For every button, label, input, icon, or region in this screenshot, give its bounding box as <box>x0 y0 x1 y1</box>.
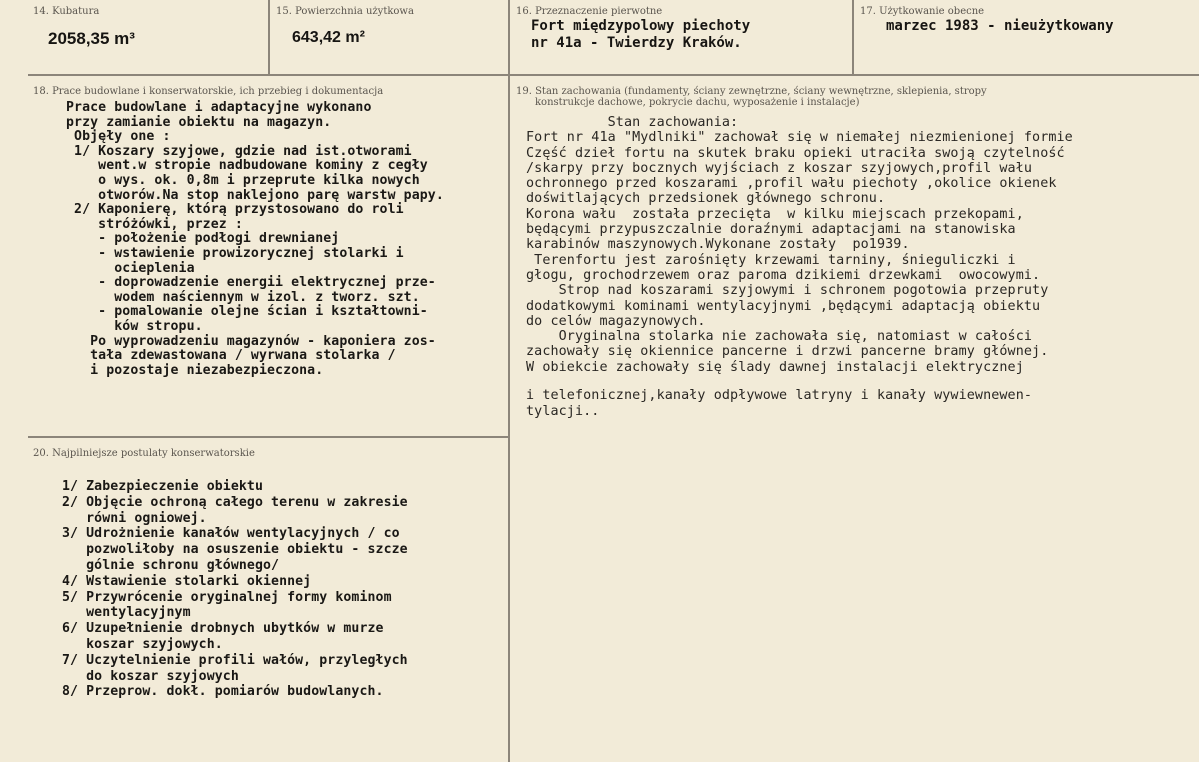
section20-line: równi ogniowej. <box>62 510 207 526</box>
section19-line: dodatkowymi kominami wentylacyjnymi ,będącymi adaptacją obiektu <box>526 298 1041 314</box>
field17-label: 17. Użytkowanie obecne <box>860 6 985 17</box>
section19-line: W obiekcie zachowały się ślady dawnej instalacji elektrycznej <box>526 359 1024 375</box>
section18-line: Objęły one : <box>66 129 171 145</box>
field16-value-line2: nr 41a - Twierdzy Kraków. <box>531 35 742 51</box>
section19-line: doświtlających przedsionek głównego schronu. <box>526 191 886 207</box>
section20-line: 6/ Uzupełnienie drobnych ubytków w murze <box>62 621 384 637</box>
section18-text <box>66 101 444 378</box>
section18-line: ków stropu. <box>66 318 203 334</box>
field15-value: 643,42 m² <box>292 29 365 46</box>
section19-line: Oryginalna stolarka nie zachowała się, natomiast w całości <box>526 329 1033 345</box>
section18-line: przy zamianie obiektu na magazyn. <box>66 114 332 130</box>
field17-value: marzec 1983 - nieużytkowany <box>886 18 1114 34</box>
field14-label: 14. Kubatura <box>33 6 100 17</box>
col-divider-15-16 <box>508 0 510 762</box>
section20-text <box>62 479 408 700</box>
section18-line: tała zdewastowana / wyrwana stolarka / <box>66 348 396 364</box>
section20-line: 1/ Zabezpieczenie obiektu <box>62 479 263 494</box>
section18-line: - doprowadzenie energii elektrycznej prze- <box>66 275 436 291</box>
section20-line: 2/ Objęcie ochroną całego terenu w zakresie <box>62 494 408 510</box>
section20-line: wentylacyjnym <box>62 605 191 621</box>
field15-label: 15. Powierzchnia użytkowa <box>276 6 414 17</box>
section19-text <box>526 115 1073 419</box>
section18-line: - pomalowanie olejne ścian i kształtowni- <box>66 304 428 320</box>
section19-line: /skarpy przy bocznych wyjściach z koszar szyjowych,profil wału <box>526 160 1033 176</box>
col-divider-16-17 <box>852 0 854 76</box>
section19-line <box>526 375 1073 388</box>
section18-line: otworów.Na stop naklejono parę warstw papy. <box>66 187 444 203</box>
section20-line: 7/ Uczytelnienie profili wałów, przyległych <box>62 652 408 668</box>
section20-line: 3/ Udrożnienie kanałów wentylacyjnych / co <box>62 526 400 542</box>
field14-value: 2058,35 m³ <box>48 29 135 48</box>
section18-line: wodem naściennym w izol. z tworz. szt. <box>66 289 420 305</box>
top-row-divider <box>28 74 1199 76</box>
section19-label-line2: konstrukcje dachowe, pokrycie dachu, wyposażenie i instalacje) <box>535 97 860 108</box>
section18-line: 2/ Kaponierę, którą przystosowano do roli <box>66 202 404 218</box>
section19-line: do celów magazynowych. <box>526 313 706 329</box>
section19-line: głogu, grochodrzewem oraz paroma dzikiemi drzewkami owocowymi. <box>526 267 1041 283</box>
section19-line: karabinów maszynowych.Wykonane zostały po1939. <box>526 237 910 253</box>
section18-line: o wys. ok. 0,8m i przeprute kilka nowych <box>66 172 420 188</box>
section18-line: 1/ Koszary szyjowe, gdzie nad ist.otworami <box>66 143 412 159</box>
field16-label: 16. Przeznaczenie pierwotne <box>516 6 663 17</box>
section18-line: Po wyprowadzeniu magazynów - kaponiera zos- <box>66 333 436 349</box>
section20-line: pozwoliłoby na osuszenie obiektu - szcze <box>62 542 408 558</box>
section19-line: zachowały się okiennice pancerne i drzwi pancerne bramy głównej. <box>526 344 1049 360</box>
section18-20-divider <box>28 436 510 438</box>
section20-line: gólnie schronu głównego/ <box>62 557 280 573</box>
section19-line: Terenfortu jest zarośnięty krzewami tarniny, śnieguliczki i <box>526 252 1016 268</box>
section19-line: Strop nad koszarami szyjowymi i schronem pogotowia przepruty <box>526 283 1049 299</box>
section19-line: Część dzieł fortu na skutek braku opieki utraciła swoją czytelność <box>526 145 1065 161</box>
section18-line: went.w stropie nadbudowane kominy z cegły <box>66 158 428 174</box>
section18-line: i pozostaje niezabezpieczona. <box>66 362 324 378</box>
section20-label: 20. Najpilniejsze postulaty konserwatorskie <box>33 448 255 459</box>
section19-line: tylacji.. <box>526 403 600 419</box>
section20-line: do koszar szyjowych <box>62 668 239 684</box>
section18-line: Prace budowlane i adaptacyjne wykonano <box>66 100 372 115</box>
section20-line: koszar szyjowych. <box>62 636 223 652</box>
section18-line: - położenie podłogi drewnianej <box>66 231 340 247</box>
section19-label-line1: 19. Stan zachowania (fundamenty, ściany zewnętrzne, ściany wewnętrzne, sklepienia, stropy <box>516 86 987 97</box>
section20-line: 5/ Przywrócenie oryginalnej formy kominom <box>62 589 392 605</box>
section19-line: i telefonicznej,kanały odpływowe latryny i kanały wywiewnewen- <box>526 388 1033 404</box>
section20-line: 4/ Wstawienie stolarki okiennej <box>62 573 312 589</box>
field16-value-line1: Fort międzypolowy piechoty <box>531 18 751 34</box>
col-divider-14-15 <box>268 0 270 76</box>
section18-label: 18. Prace budowlane i konserwatorskie, ich przebieg i dokumentacja <box>33 86 384 97</box>
section20-line: 8/ Przeprow. dokł. pomiarów budowlanych. <box>62 684 384 700</box>
section19-line: Fort nr 41a "Mydlniki" zachował się w niemałej niezmienionej formie <box>526 130 1073 146</box>
section18-line: ocieplenia <box>66 260 195 276</box>
section19-line: Stan zachowania: <box>526 115 739 130</box>
section18-line: stróżówki, przez : <box>66 216 243 232</box>
section19-line: Korona wału została przecięta w kilku miejscach przekopami, <box>526 206 1024 222</box>
section18-line: - wstawienie prowizorycznej stolarki i <box>66 245 404 261</box>
section19-line: ochronnego przed koszarami ,profil wału piechoty ,okolice okienek <box>526 176 1057 192</box>
section19-line: będącymi przypuszczalnie doraźnymi adaptacjami na stanowiska <box>526 222 1016 238</box>
